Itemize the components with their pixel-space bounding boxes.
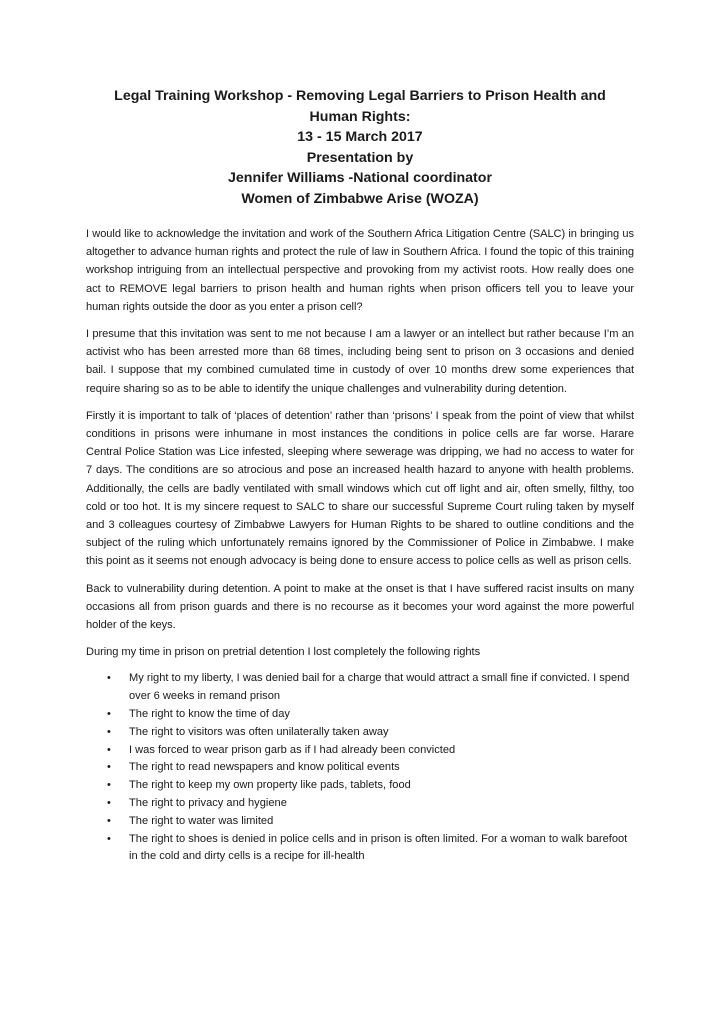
paragraph-presumption: I presume that this invitation was sent to me not because I am a lawyer or an intellect but rather because I’m an activist who has been arrested more than 68 times, including being sent to prison on 3 occasions and denied bail. I suppose that my combined cumulated time in custody of over 10 months drew some experiences that require sharing so as to be able to identify the unique challenges and vulnerability during detention.	[86, 328, 634, 395]
list-item-text: The right to keep my own property like pads, tablets, food	[129, 779, 411, 792]
bullet-icon: •	[107, 708, 111, 721]
paragraph-acknowledgement: I would like to acknowledge the invitation and work of the Southern Africa Litigation Centre (SALC) in bringing us altogether to advance human rights and protect the rule of law in Southern Africa. I found the topic of this training workshop intriguing from an intellectual perspective and provoking from my activist roots. How really does one act to REMOVE legal barriers to prison health and human rights when prison officers tell you to leave your human rights outside the door as you enter a prison cell?	[86, 228, 634, 313]
list-item	[86, 831, 634, 867]
list-item-text: The right to water was limited	[129, 814, 274, 827]
bullet-icon: •	[107, 761, 111, 774]
bullet-icon: •	[107, 725, 111, 738]
title-line-6: Women of Zimbabwe Arise (WOZA)	[241, 190, 479, 207]
title-line-3: 13 - 15 March 2017	[297, 129, 423, 145]
list-item	[86, 706, 634, 724]
bullet-icon: •	[107, 797, 111, 810]
paragraph-vulnerability: Back to vulnerability during detention. A point to make at the onset is that I have suffered racist insults on many occasions all from prison guards and there is no recourse as it becomes your word against the more powerful holder of the keys.	[86, 582, 634, 632]
paragraph-rights-intro: During my time in prison on pretrial detention I lost completely the following rights	[86, 646, 481, 659]
paragraph-places-of-detention: Firstly it is important to talk of ‘places of detention’ rather than ‘prisons’ I speak from the point of view that whilst conditions in prisons were inhumane in most instances the conditions in police cells are far worse. Harare Central Police Station was Lice infested, sleeping where sewerage was dripping, we had no access to water for 7 days. The conditions are so atrocious and pose an increased health hazard to anyone with health problems. Additionally, the cells are badly ventilated with small windows which cut off light and air, often smelly, filthy, too cold or too hot. It is my sincere request to SALC to share our successful Supreme Court ruling taken by myself and 3 colleagues courtesy of Zimbabwe Lawyers for Human Rights to be shared to outline conditions and the subject of the ruling which unfortunately remains ignored by the Commissioner of Police in Zimbabwe. I make this point as it seems not enough advocacy is being done to ensure access to police cells as well as prison cells.	[86, 409, 634, 568]
list-item	[86, 724, 634, 742]
list-item-text: The right to visitors was often unilaterally taken away	[129, 725, 389, 738]
title-line-4: Presentation by	[306, 149, 414, 166]
bullet-icon: •	[107, 672, 111, 685]
list-item-text: The right to read newspapers and know political events	[129, 761, 400, 774]
list-item	[86, 670, 634, 706]
list-item	[86, 777, 634, 795]
list-item-text: I was forced to wear prison garb as if I had already been convicted	[129, 743, 456, 756]
title-line-5: Jennifer Williams -National coordinator	[228, 170, 492, 186]
title-line-2: Human Rights:	[309, 108, 411, 125]
title-line-1: Legal Training Workshop - Removing Legal Barriers to Prison Health and	[114, 88, 606, 104]
list-item	[86, 795, 634, 813]
list-item-text: The right to know the time of day	[129, 708, 290, 721]
list-item-text: My right to my liberty, I was denied bail for a charge that would attract a small fine if convicted. I spend over 6 weeks in remand prison	[129, 672, 630, 703]
list-item	[86, 742, 634, 760]
bullet-icon: •	[107, 832, 111, 845]
list-item-text: The right to privacy and hygiene	[129, 797, 287, 810]
document-title	[86, 86, 634, 209]
list-item-text: The right to shoes is denied in police cells and in prison is often limited. For a woman to walk barefoot in the cold and dirty cells is a recipe for ill-health	[129, 832, 628, 863]
bullet-icon: •	[107, 779, 111, 792]
rights-list	[86, 670, 634, 866]
list-item	[86, 813, 634, 831]
bullet-icon: •	[107, 814, 111, 827]
bullet-icon: •	[107, 743, 111, 756]
list-item	[86, 759, 634, 777]
